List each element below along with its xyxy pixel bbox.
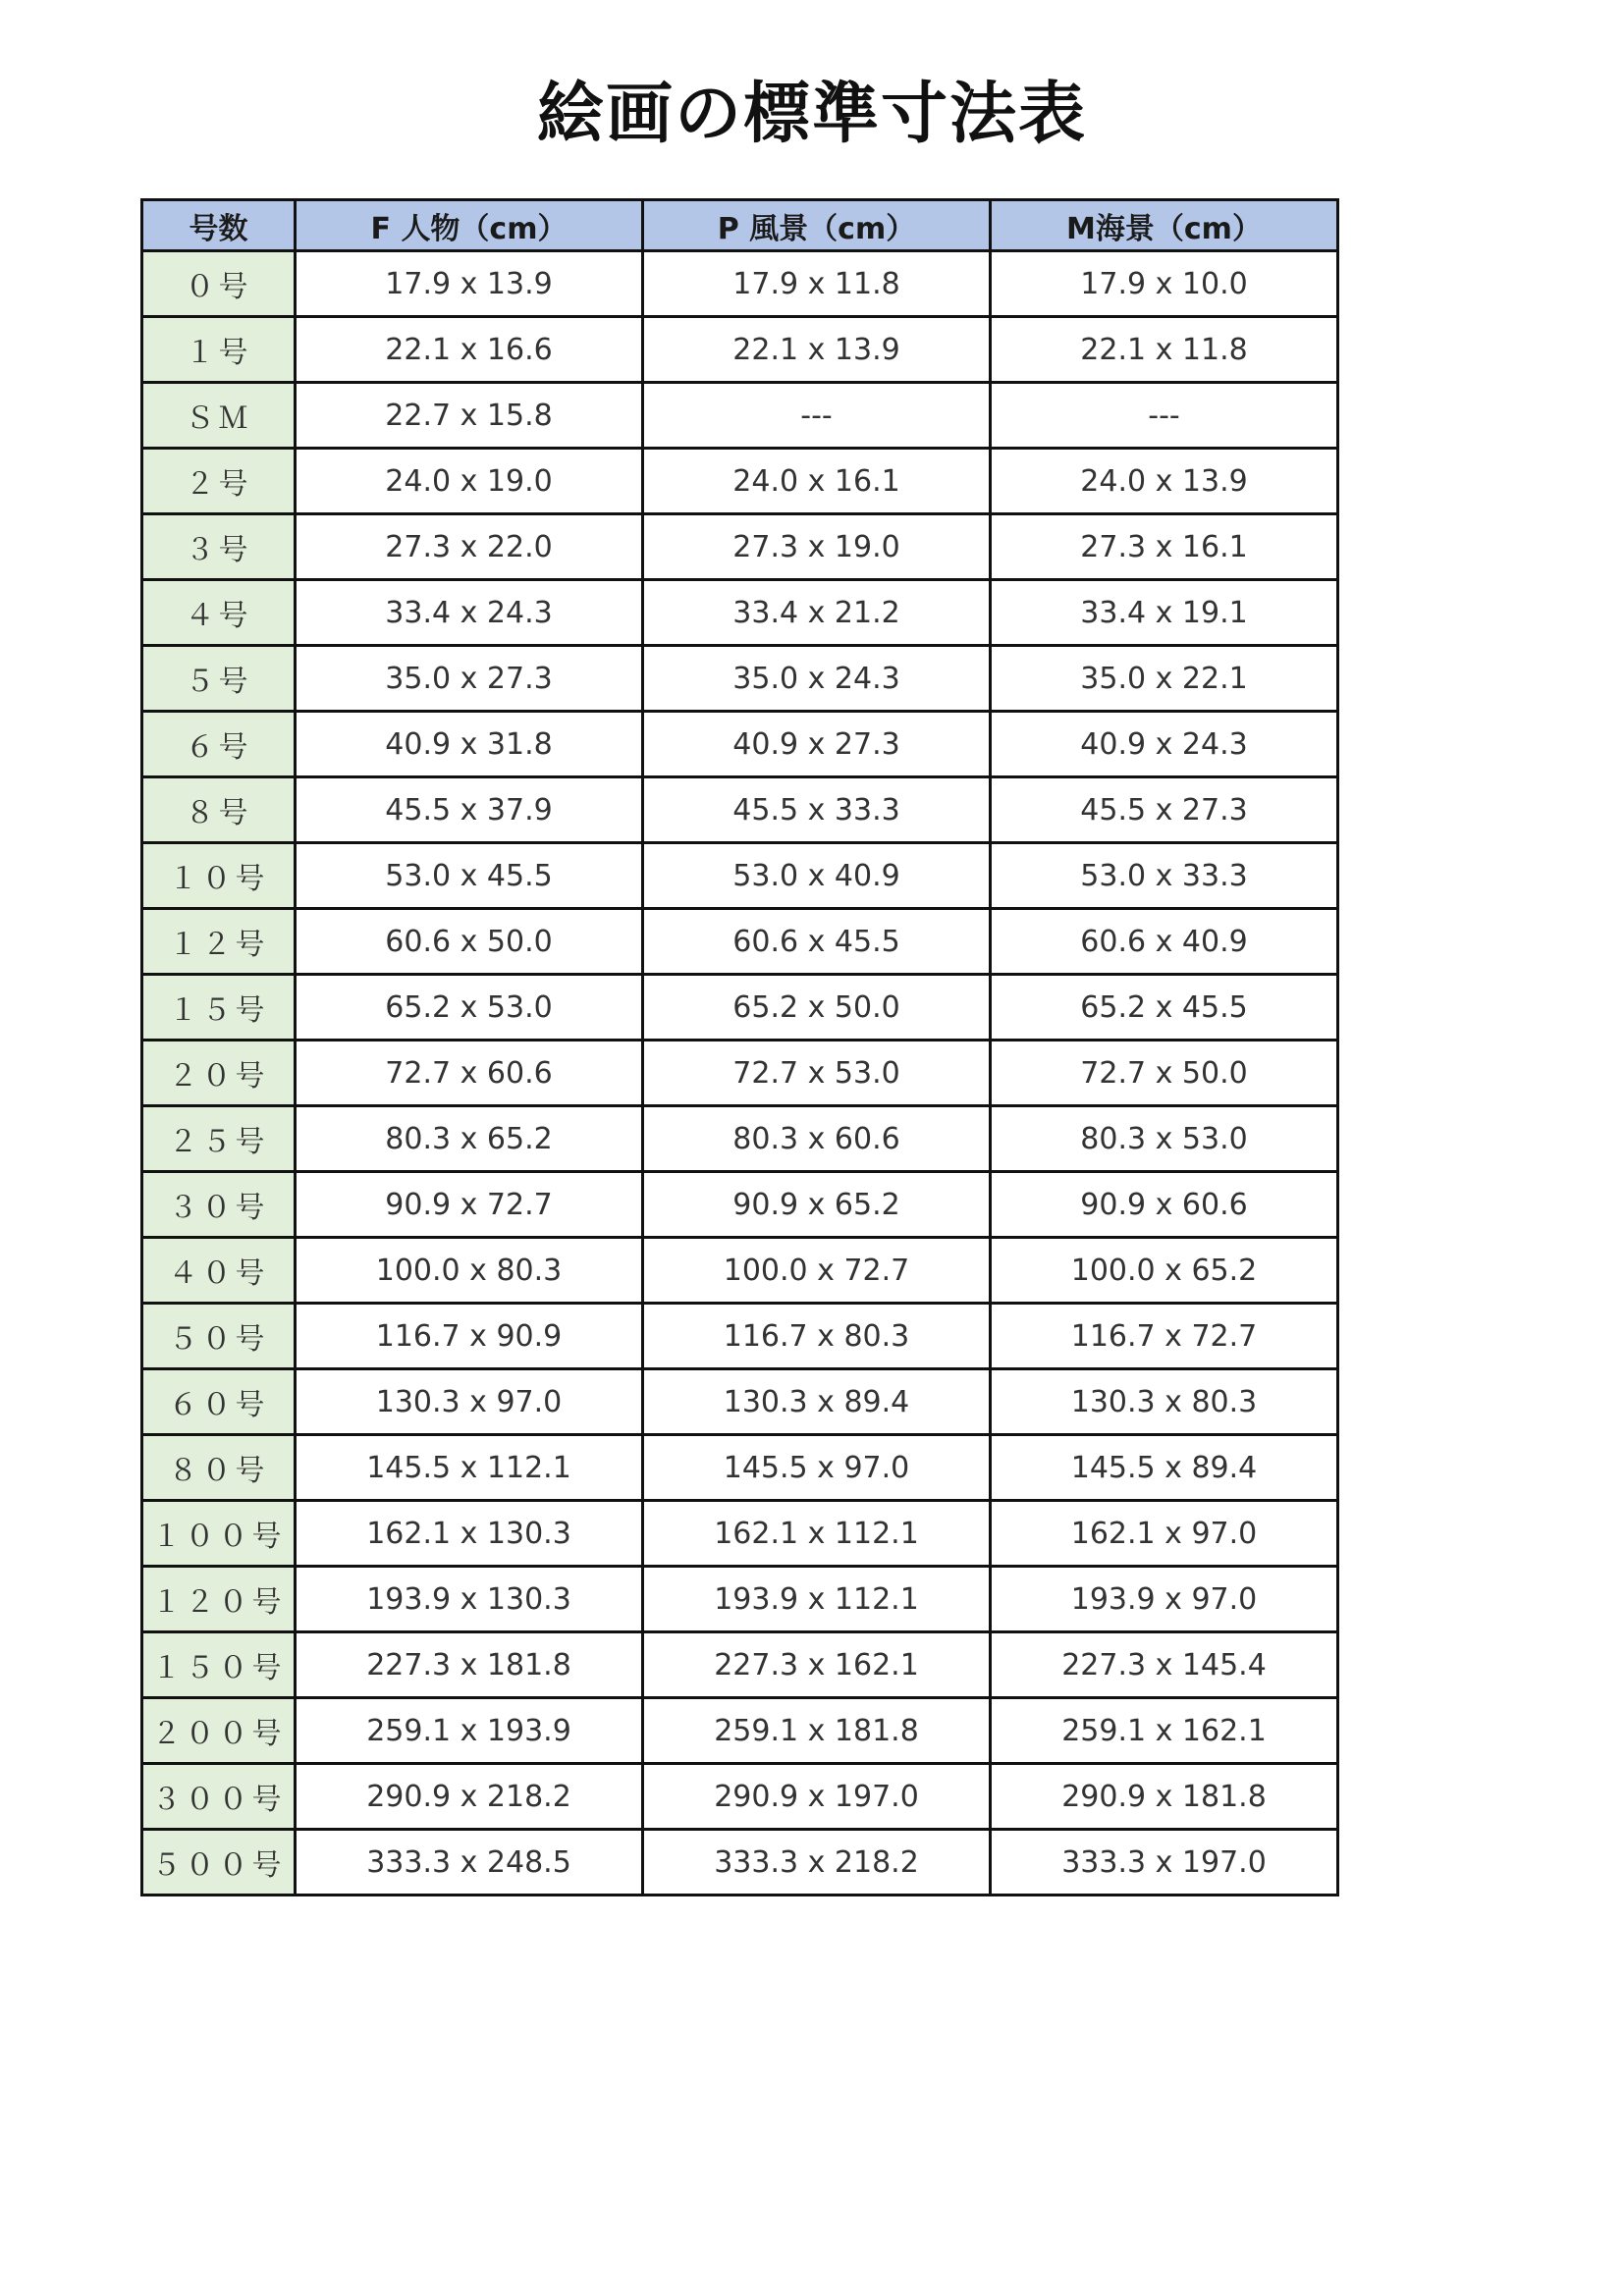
landscape-size-cell: 130.3 x 89.4 bbox=[643, 1369, 991, 1435]
landscape-size-cell: 193.9 x 112.1 bbox=[643, 1567, 991, 1632]
landscape-size-cell: 33.4 x 21.2 bbox=[643, 580, 991, 646]
table-row bbox=[142, 1567, 1338, 1632]
marine-size-cell: 162.1 x 97.0 bbox=[991, 1501, 1338, 1567]
landscape-size-cell: 227.3 x 162.1 bbox=[643, 1632, 991, 1698]
figure-size-cell: 45.5 x 37.9 bbox=[296, 777, 643, 843]
figure-size-cell: 290.9 x 218.2 bbox=[296, 1764, 643, 1830]
size-number-cell: ５００号 bbox=[142, 1830, 296, 1896]
table-row bbox=[142, 1238, 1338, 1304]
size-number-cell: ５０号 bbox=[142, 1304, 296, 1369]
marine-size-cell: 80.3 x 53.0 bbox=[991, 1106, 1338, 1172]
landscape-size-cell: --- bbox=[643, 383, 991, 449]
size-number-cell: １号 bbox=[142, 317, 296, 383]
size-number-cell: ６０号 bbox=[142, 1369, 296, 1435]
landscape-size-cell: 259.1 x 181.8 bbox=[643, 1698, 991, 1764]
size-number-cell: ４号 bbox=[142, 580, 296, 646]
table-row bbox=[142, 514, 1338, 580]
marine-size-cell: 116.7 x 72.7 bbox=[991, 1304, 1338, 1369]
landscape-size-cell: 333.3 x 218.2 bbox=[643, 1830, 991, 1896]
marine-size-cell: 53.0 x 33.3 bbox=[991, 843, 1338, 909]
table-row bbox=[142, 449, 1338, 514]
page-title: 絵画の標準寸法表 bbox=[536, 76, 1087, 153]
marine-size-cell: 33.4 x 19.1 bbox=[991, 580, 1338, 646]
table-body bbox=[142, 251, 1338, 1896]
figure-size-cell: 60.6 x 50.0 bbox=[296, 909, 643, 975]
table-row bbox=[142, 580, 1338, 646]
landscape-size-cell: 24.0 x 16.1 bbox=[643, 449, 991, 514]
marine-size-cell: 145.5 x 89.4 bbox=[991, 1435, 1338, 1501]
landscape-size-cell: 45.5 x 33.3 bbox=[643, 777, 991, 843]
figure-size-cell: 116.7 x 90.9 bbox=[296, 1304, 643, 1369]
size-number-cell: ＳＭ bbox=[142, 383, 296, 449]
size-number-cell: １２０号 bbox=[142, 1567, 296, 1632]
landscape-size-cell: 72.7 x 53.0 bbox=[643, 1041, 991, 1106]
table-row bbox=[142, 909, 1338, 975]
table-row bbox=[142, 1830, 1338, 1896]
size-number-cell: ３０号 bbox=[142, 1172, 296, 1238]
size-number-cell: ２５号 bbox=[142, 1106, 296, 1172]
figure-size-cell: 35.0 x 27.3 bbox=[296, 646, 643, 712]
header-row bbox=[142, 200, 1338, 251]
table-row bbox=[142, 317, 1338, 383]
marine-size-cell: 17.9 x 10.0 bbox=[991, 251, 1338, 317]
figure-size-cell: 65.2 x 53.0 bbox=[296, 975, 643, 1041]
landscape-size-cell: 53.0 x 40.9 bbox=[643, 843, 991, 909]
table-row bbox=[142, 1501, 1338, 1567]
table-row bbox=[142, 1172, 1338, 1238]
table-row bbox=[142, 1106, 1338, 1172]
marine-size-cell: 290.9 x 181.8 bbox=[991, 1764, 1338, 1830]
figure-size-cell: 24.0 x 19.0 bbox=[296, 449, 643, 514]
table-row bbox=[142, 251, 1338, 317]
marine-size-cell: 193.9 x 97.0 bbox=[991, 1567, 1338, 1632]
size-number-cell: ８０号 bbox=[142, 1435, 296, 1501]
size-number-cell: ２００号 bbox=[142, 1698, 296, 1764]
size-number-cell: ０号 bbox=[142, 251, 296, 317]
size-number-cell: ８号 bbox=[142, 777, 296, 843]
marine-size-cell: 27.3 x 16.1 bbox=[991, 514, 1338, 580]
figure-size-cell: 17.9 x 13.9 bbox=[296, 251, 643, 317]
size-number-cell: １５号 bbox=[142, 975, 296, 1041]
table-row bbox=[142, 1698, 1338, 1764]
size-number-cell: ５号 bbox=[142, 646, 296, 712]
marine-size-cell: --- bbox=[991, 383, 1338, 449]
table-row bbox=[142, 777, 1338, 843]
marine-size-cell: 227.3 x 145.4 bbox=[991, 1632, 1338, 1698]
size-number-cell: ３００号 bbox=[142, 1764, 296, 1830]
figure-size-cell: 100.0 x 80.3 bbox=[296, 1238, 643, 1304]
figure-size-cell: 22.7 x 15.8 bbox=[296, 383, 643, 449]
table-row bbox=[142, 1369, 1338, 1435]
marine-size-cell: 100.0 x 65.2 bbox=[991, 1238, 1338, 1304]
landscape-size-cell: 35.0 x 24.3 bbox=[643, 646, 991, 712]
figure-size-cell: 80.3 x 65.2 bbox=[296, 1106, 643, 1172]
figure-size-cell: 259.1 x 193.9 bbox=[296, 1698, 643, 1764]
table-header bbox=[142, 200, 1338, 251]
landscape-size-cell: 22.1 x 13.9 bbox=[643, 317, 991, 383]
marine-size-cell: 333.3 x 197.0 bbox=[991, 1830, 1338, 1896]
marine-size-cell: 90.9 x 60.6 bbox=[991, 1172, 1338, 1238]
table-row bbox=[142, 843, 1338, 909]
table-row bbox=[142, 1304, 1338, 1369]
landscape-size-cell: 17.9 x 11.8 bbox=[643, 251, 991, 317]
landscape-size-cell: 162.1 x 112.1 bbox=[643, 1501, 991, 1567]
marine-size-cell: 35.0 x 22.1 bbox=[991, 646, 1338, 712]
size-number-cell: ２号 bbox=[142, 449, 296, 514]
figure-size-cell: 333.3 x 248.5 bbox=[296, 1830, 643, 1896]
landscape-size-cell: 100.0 x 72.7 bbox=[643, 1238, 991, 1304]
marine-size-cell: 65.2 x 45.5 bbox=[991, 975, 1338, 1041]
landscape-size-cell: 27.3 x 19.0 bbox=[643, 514, 991, 580]
figure-size-cell: 53.0 x 45.5 bbox=[296, 843, 643, 909]
figure-size-cell: 162.1 x 130.3 bbox=[296, 1501, 643, 1567]
size-number-cell: １００号 bbox=[142, 1501, 296, 1567]
size-number-cell: １２号 bbox=[142, 909, 296, 975]
marine-size-cell: 60.6 x 40.9 bbox=[991, 909, 1338, 975]
table-row bbox=[142, 646, 1338, 712]
marine-size-cell: 22.1 x 11.8 bbox=[991, 317, 1338, 383]
marine-size-cell: 24.0 x 13.9 bbox=[991, 449, 1338, 514]
table-row bbox=[142, 1632, 1338, 1698]
marine-size-cell: 259.1 x 162.1 bbox=[991, 1698, 1338, 1764]
header-figure: F 人物（cm） bbox=[296, 200, 643, 251]
landscape-size-cell: 60.6 x 45.5 bbox=[643, 909, 991, 975]
table-row bbox=[142, 712, 1338, 777]
figure-size-cell: 193.9 x 130.3 bbox=[296, 1567, 643, 1632]
figure-size-cell: 145.5 x 112.1 bbox=[296, 1435, 643, 1501]
landscape-size-cell: 65.2 x 50.0 bbox=[643, 975, 991, 1041]
size-number-cell: ２０号 bbox=[142, 1041, 296, 1106]
landscape-size-cell: 116.7 x 80.3 bbox=[643, 1304, 991, 1369]
size-number-cell: １０号 bbox=[142, 843, 296, 909]
figure-size-cell: 40.9 x 31.8 bbox=[296, 712, 643, 777]
landscape-size-cell: 90.9 x 65.2 bbox=[643, 1172, 991, 1238]
size-number-cell: ４０号 bbox=[142, 1238, 296, 1304]
figure-size-cell: 90.9 x 72.7 bbox=[296, 1172, 643, 1238]
marine-size-cell: 45.5 x 27.3 bbox=[991, 777, 1338, 843]
table-row bbox=[142, 1764, 1338, 1830]
canvas-size-table bbox=[140, 198, 1339, 1896]
marine-size-cell: 40.9 x 24.3 bbox=[991, 712, 1338, 777]
figure-size-cell: 130.3 x 97.0 bbox=[296, 1369, 643, 1435]
landscape-size-cell: 290.9 x 197.0 bbox=[643, 1764, 991, 1830]
marine-size-cell: 72.7 x 50.0 bbox=[991, 1041, 1338, 1106]
size-number-cell: １５０号 bbox=[142, 1632, 296, 1698]
figure-size-cell: 227.3 x 181.8 bbox=[296, 1632, 643, 1698]
landscape-size-cell: 40.9 x 27.3 bbox=[643, 712, 991, 777]
header-landscape: P 風景（cm） bbox=[643, 200, 991, 251]
size-number-cell: ３号 bbox=[142, 514, 296, 580]
landscape-size-cell: 145.5 x 97.0 bbox=[643, 1435, 991, 1501]
header-marine: M海景（cm） bbox=[991, 200, 1338, 251]
size-number-cell: ６号 bbox=[142, 712, 296, 777]
table-row bbox=[142, 1041, 1338, 1106]
figure-size-cell: 72.7 x 60.6 bbox=[296, 1041, 643, 1106]
table-row bbox=[142, 383, 1338, 449]
figure-size-cell: 27.3 x 22.0 bbox=[296, 514, 643, 580]
figure-size-cell: 22.1 x 16.6 bbox=[296, 317, 643, 383]
header-size-number: 号数 bbox=[142, 200, 296, 251]
figure-size-cell: 33.4 x 24.3 bbox=[296, 580, 643, 646]
table-row bbox=[142, 975, 1338, 1041]
landscape-size-cell: 80.3 x 60.6 bbox=[643, 1106, 991, 1172]
marine-size-cell: 130.3 x 80.3 bbox=[991, 1369, 1338, 1435]
table-row bbox=[142, 1435, 1338, 1501]
